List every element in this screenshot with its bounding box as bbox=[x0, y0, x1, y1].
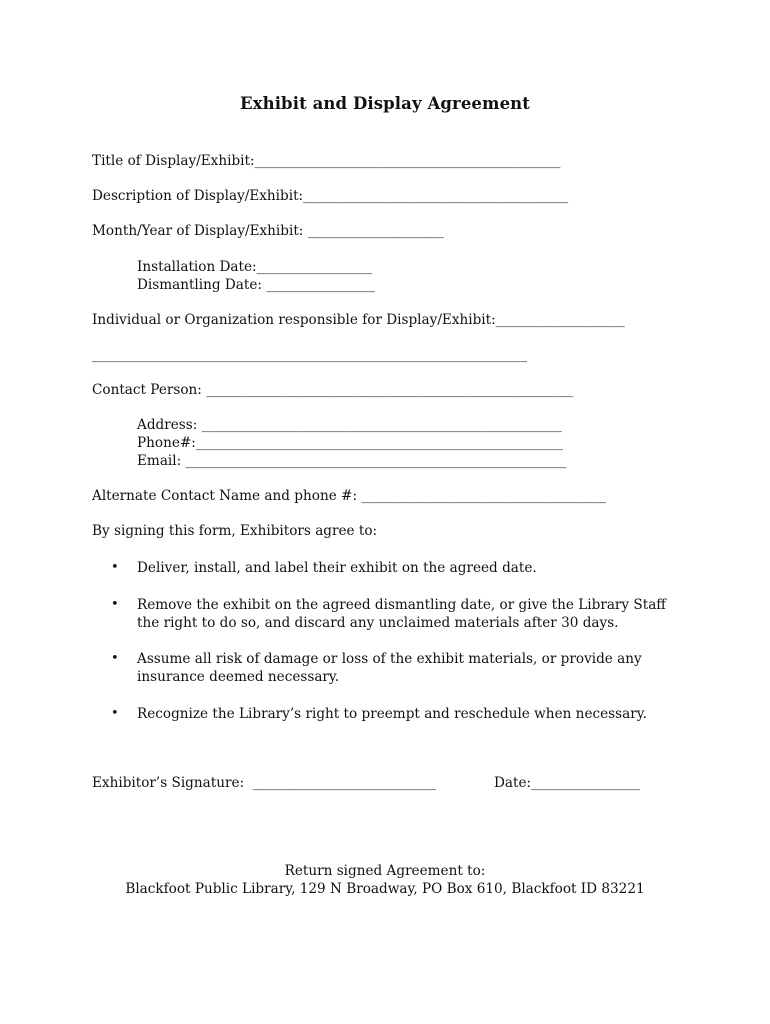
responsible-party-continuation-line[interactable]: ________________________________________________________________ bbox=[92, 347, 527, 363]
list-item bbox=[111, 705, 671, 723]
document-title: Exhibit and Display Agreement bbox=[239, 94, 530, 113]
term-text: Deliver, install, and label their exhibit on the agreed date. bbox=[137, 560, 537, 576]
bullet-icon: • bbox=[111, 651, 119, 666]
installation-date-field[interactable]: Installation Date:_________________ bbox=[137, 259, 373, 275]
bullet-icon: • bbox=[111, 597, 119, 612]
responsible-party-field[interactable]: Individual or Organization responsible for Display/Exhibit:___________________ bbox=[92, 312, 625, 328]
return-label: Return signed Agreement to: bbox=[284, 863, 486, 879]
signature-field[interactable]: Exhibitor’s Signature: ___________________________ bbox=[92, 775, 437, 791]
contact-person-field[interactable]: Contact Person: ______________________________________________________ bbox=[92, 382, 574, 398]
signature-date-field[interactable]: Date:________________ bbox=[494, 775, 640, 791]
list-item bbox=[111, 596, 671, 632]
address-field[interactable]: Address: _____________________________________________________ bbox=[137, 417, 562, 433]
list-item bbox=[111, 559, 671, 577]
library-address: Blackfoot Public Library, 129 N Broadway, PO Box 610, Blackfoot ID 83221 bbox=[125, 881, 645, 897]
dismantling-date-field[interactable]: Dismantling Date: ________________ bbox=[137, 277, 376, 293]
agreement-intro: By signing this form, Exhibitors agree to: bbox=[92, 523, 378, 539]
term-text: Assume all risk of damage or loss of the exhibit materials, or provide any insurance deemed necessary. bbox=[137, 651, 642, 685]
list-item bbox=[111, 650, 671, 686]
title-of-display-field[interactable]: Title of Display/Exhibit:_____________________________________________ bbox=[92, 153, 561, 169]
bullet-icon: • bbox=[111, 560, 119, 575]
term-text: Remove the exhibit on the agreed dismantling date, or give the Library Staff the right to do so, and discard any unclaimed materials after 30 days. bbox=[137, 597, 666, 631]
bullet-icon: • bbox=[111, 706, 119, 721]
description-field[interactable]: Description of Display/Exhibit:_______________________________________ bbox=[92, 188, 569, 204]
term-text: Recognize the Library’s right to preempt and reschedule when necessary. bbox=[137, 706, 647, 722]
phone-field[interactable]: Phone#:______________________________________________________ bbox=[137, 435, 563, 451]
email-field[interactable]: Email: ________________________________________________________ bbox=[137, 453, 567, 469]
alternate-contact-field[interactable]: Alternate Contact Name and phone #: ____________________________________ bbox=[92, 488, 607, 504]
month-year-field[interactable]: Month/Year of Display/Exhibit: ____________________ bbox=[92, 223, 444, 239]
